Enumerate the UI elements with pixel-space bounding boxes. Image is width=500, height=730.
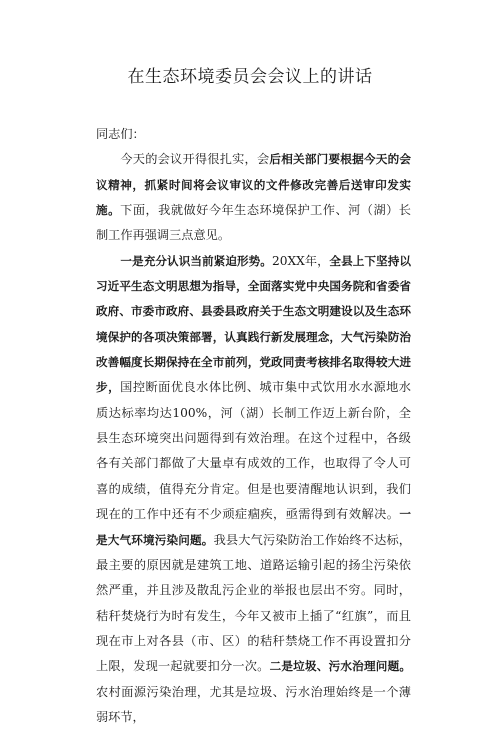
document-title: 在生态环境委员会会议上的讲话 <box>127 67 373 87</box>
text-run: 国控断面优良水体比例、城市集中式饮用水水源地水质达标率均达100%，河（湖）长制工作迈上新台阶，全县生态环境突出问题得到有效治理。在这个过程中，各级各有关部门都做了大量卓有成效的工作，也取得了令人可喜的成绩，值得充分肯定。但是也要清醒地认识到，我们现在的工作中还有不少顽症痼疾，亟需得到有效解决。 <box>96 380 411 522</box>
text-run: 我县大气污染防治工作始终不达标，最主要的原因就是建筑工地、道路运输引起的扬尘污染依然严重，并且涉及散乱污企业的举报也层出不穷。同时，秸秆焚烧行为时有发生，今年又被市上插了“红旗”，而且现在市上对各县（市、区）的秸秆禁烧工作不再设置扣分上限，发现一起就要扣分一次。 <box>96 532 411 674</box>
bold-text-run: 后相关部门要根据今天的会议精神，抓紧时间将会议审议的文件修改完善后送审印发实施。 <box>96 152 411 218</box>
text-run: 20XX年， <box>271 253 330 268</box>
text-run: 下面，我就做好今年生态环境保护工作、河（湖）长制工作再强调三点意见。 <box>96 203 411 243</box>
bold-text-run: 一是充分认识当前紧迫形势。 <box>120 253 272 268</box>
document-body <box>96 122 411 730</box>
bold-text-run: 一是大气环境污染问题。 <box>96 507 411 547</box>
text-run: 农村面源污染治理，尤其是垃圾、污水治理始终是一个薄弱环节， <box>96 684 411 724</box>
salutation: 同志们： <box>96 127 145 141</box>
bold-text-run: 全县上下坚持以习近平生态文明思想为指导，全面落实党中央国务院和省委省政府、市委市政府、县委县政府关于生态文明建设以及生态环境保护的各项决策部署，认真践行新发展理念，大气污染防治改善幅度长期保持在全市前列，党政同责考核排名取得较大进步， <box>96 253 411 395</box>
body-paragraph <box>96 249 411 730</box>
body-paragraph <box>96 147 411 248</box>
text-run: 今天的会议开得很扎实，会 <box>120 152 270 167</box>
paragraph-list <box>96 147 411 730</box>
bold-text-run: 二是垃圾、污水治理问题。 <box>269 659 411 674</box>
